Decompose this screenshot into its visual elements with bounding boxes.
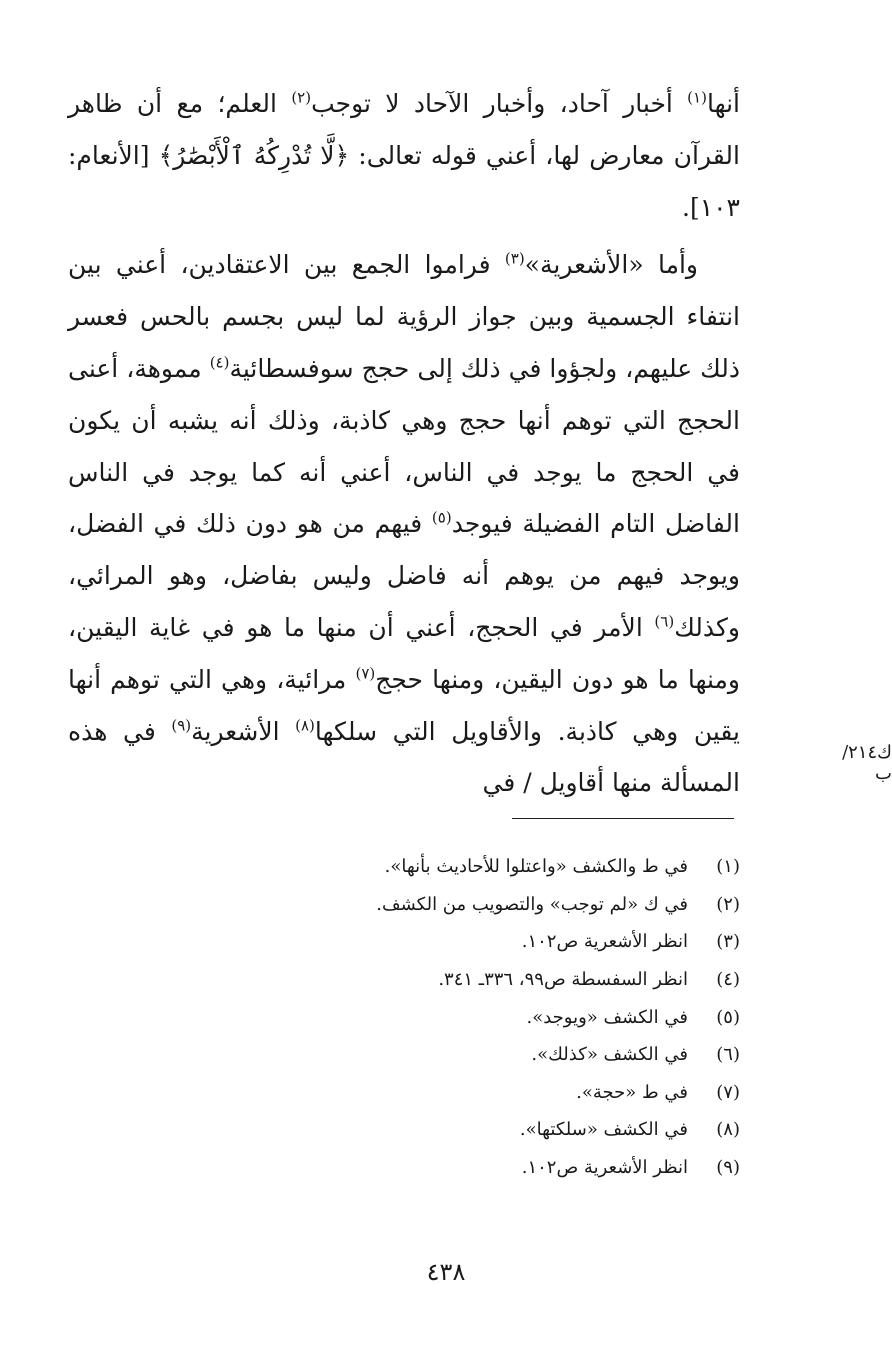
footnote-item (120, 1036, 740, 1074)
footnote-number: (٧) (716, 1081, 740, 1103)
footnote-text: في ط والكشف «واعتلوا للأحاديث بأنها». (384, 856, 688, 878)
footnote-ref-2[interactable]: (٢) (291, 88, 312, 107)
text-run: في هذه المسألة منها أقاويل / في (68, 716, 740, 798)
footnote-item (120, 848, 740, 886)
text-run: مموهة، أعنى الحجج التي توهم أنها حجج وهي كاذبة، وذلك أنه يشبه أن يكون في الحجج ما يوجد في الناس، أعني أنه كما يوجد في الناس الفاضل التام الفضيلة فيوجد (68, 353, 740, 539)
footnote-number: (٦) (716, 1044, 740, 1066)
text-run: أخبار آحاد، وأخبار الآحاد لا توجب (311, 89, 688, 118)
footnote-item (120, 961, 740, 999)
footnote-number: (٩) (716, 1157, 740, 1179)
text-run: مرائية، وهي التي توهم أنها يقين وهي كاذبة. والأقاويل التي سلكها (68, 664, 740, 746)
footnote-ref-3[interactable]: (٣) (504, 250, 525, 269)
text-run: الأمر في الحجج، أعني أن منها ما هو في غاية اليقين، ومنها ما هو دون اليقين، ومنها حجج (68, 612, 740, 694)
footnote-ref-1[interactable]: (١) (687, 88, 707, 107)
text-run: فراموا الجمع بين الاعتقادين، أعني بين انتفاء الجسمية وبين جواز الرؤية لما ليس بجسم بالحس فعسر ذلك عليهم، ولجؤوا في ذلك إلى حجج سوفسطائية (68, 250, 740, 383)
footnote-number: (٣) (716, 931, 740, 953)
footnote-ref-8[interactable]: (٨) (295, 716, 315, 735)
footnote-text: انظر الأشعرية ص١٠٢. (521, 931, 688, 953)
footnote-ref-7[interactable]: (٧) (355, 664, 376, 683)
footnote-ref-5[interactable]: (٥) (431, 509, 452, 528)
footnote-number: (٥) (716, 1006, 740, 1028)
footnote-number: (٤) (716, 969, 740, 991)
footnote-text: انظر السفسطة ص٩٩، ٣٣٦ـ ٣٤١. (438, 969, 688, 991)
footnote-item (120, 1074, 740, 1112)
footnote-text: في ط «حجة». (576, 1081, 688, 1103)
footnote-ref-6[interactable]: (٦) (654, 612, 675, 631)
footnote-item (120, 1149, 740, 1187)
footnote-ref-9[interactable]: (٩) (171, 716, 192, 735)
footnote-text: في الكشف «كذلك». (531, 1044, 688, 1066)
text-run: فيهم من هو دون ذلك في الفضل، ويوجد فيهم من يوهم أنه فاضل وليس بفاضل، وهو المرائي، وكذلك (68, 509, 740, 642)
text-run: العلم؛ مع أن ظاهر القرآن معارض لها، أعني قوله تعالى: ﴿لَّا تُدْرِكُهُ ٱلْأَبْصَٰرُ﴾ [الأنعام: ١٠٣]. (68, 89, 740, 222)
footnote-item (120, 1111, 740, 1149)
page-number: ٤٣٨ (426, 1258, 466, 1286)
footnote-number: (٨) (716, 1119, 740, 1141)
footnote-text: في ك «لم توجب» والتصويب من الكشف. (376, 893, 688, 915)
text-run: وأما «الأشعرية» (524, 250, 698, 280)
manuscript-margin-note: ك٢١٤/ب (842, 742, 892, 784)
paragraph-1 (68, 78, 740, 233)
footnotes (120, 848, 740, 1186)
footnote-divider (512, 818, 734, 819)
main-text (68, 78, 740, 809)
paragraph-2 (68, 239, 740, 809)
footnote-number: (٢) (716, 893, 740, 915)
footnote-number: (١) (716, 856, 740, 878)
footnote-text: في الكشف «ويوجد». (526, 1006, 688, 1028)
footnote-text: في الكشف «سلكتها». (519, 1119, 688, 1141)
footnote-ref-4[interactable]: (٤) (209, 353, 230, 372)
footnote-text: انظر الأشعرية ص١٠٢. (521, 1157, 688, 1179)
text-run: أنها (706, 89, 740, 118)
footnote-item (120, 886, 740, 924)
footnote-item (120, 923, 740, 961)
footnote-item (120, 998, 740, 1036)
text-run: الأشعرية (191, 716, 296, 746)
